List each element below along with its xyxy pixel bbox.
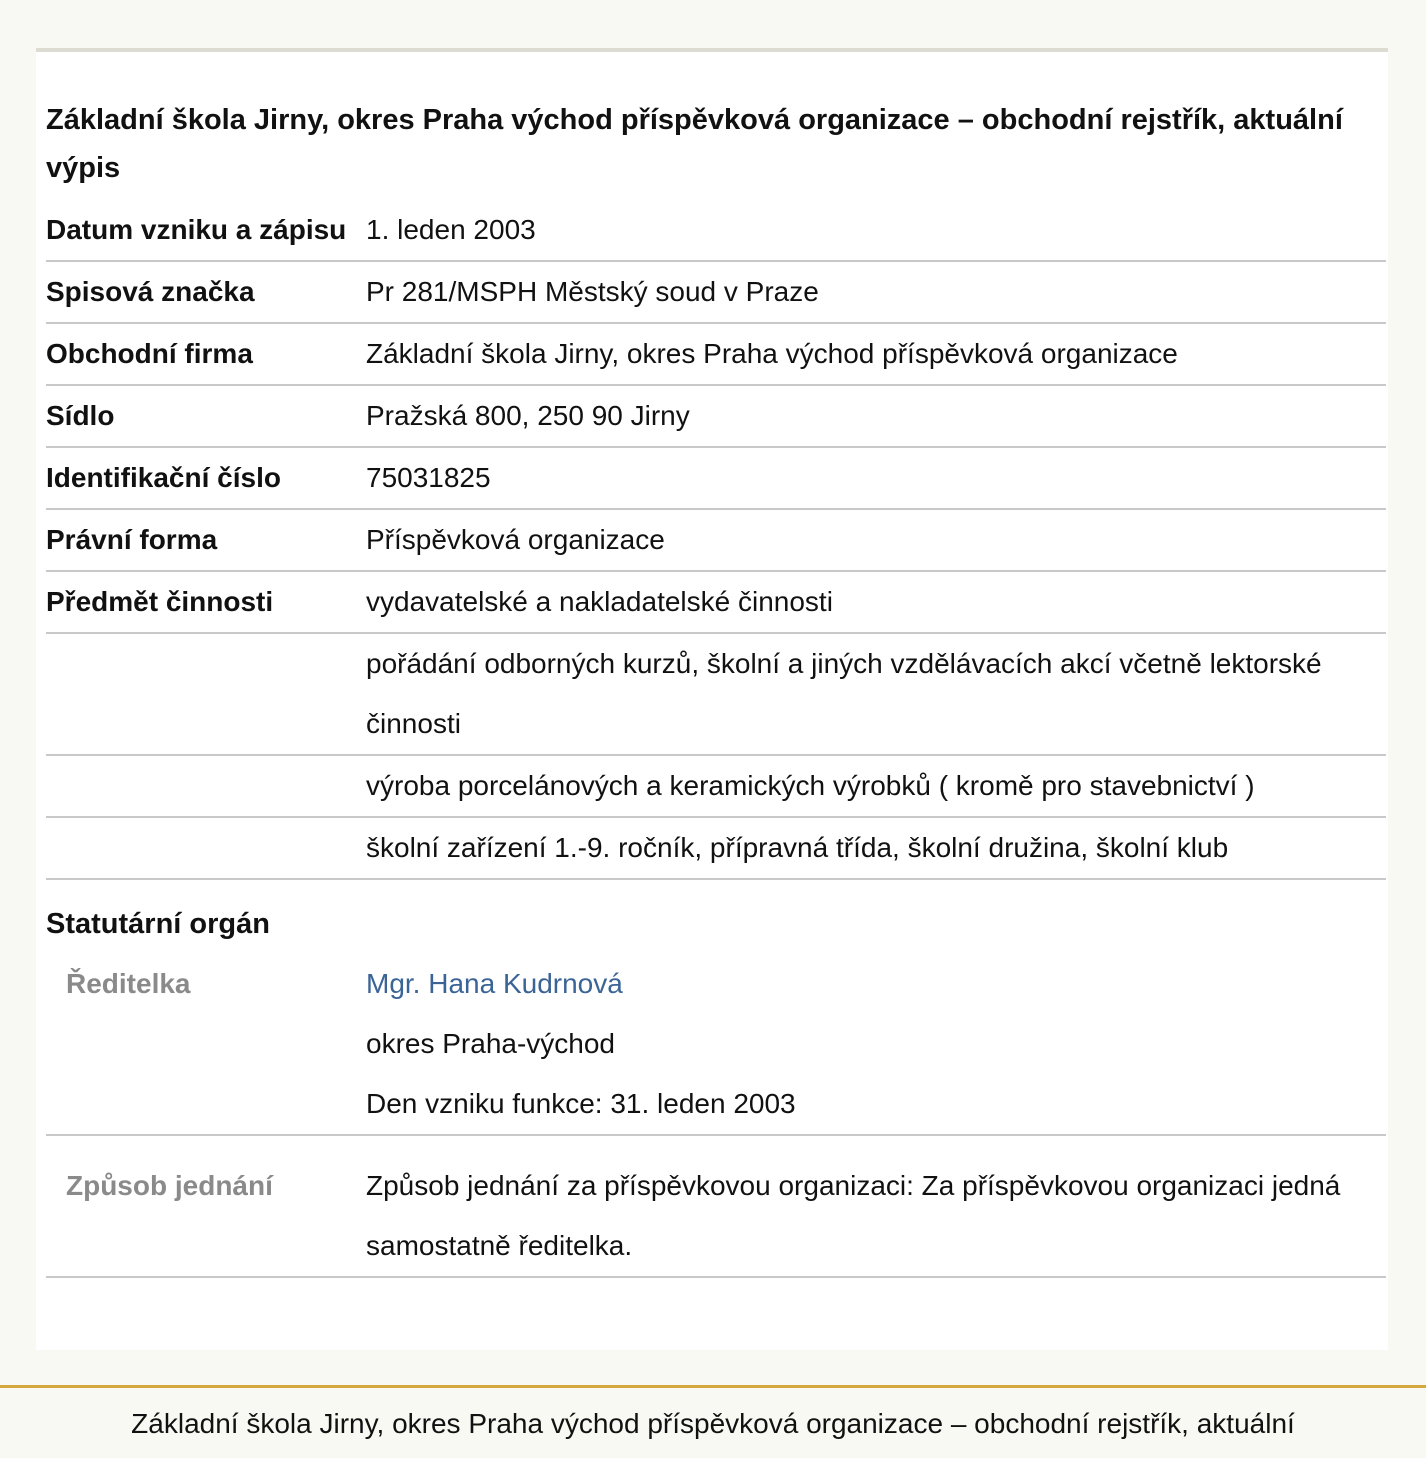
row-value: Pražská 800, 250 90 Jirny [366,385,1386,447]
director-since: Den vzniku funkce: 31. leden 2003 [366,1088,796,1119]
director-label: Ředitelka [46,954,366,1135]
director-row [46,954,1386,1135]
director-name-link[interactable]: Mgr. Hana Kudrnová [366,968,623,999]
activity-row [46,633,1386,755]
acting-text: Způsob jednání za příspěvkovou organizaci: Za příspěvkovou organizaci jedná samostatně ředitelka. [366,1135,1386,1277]
activity-item: školní zařízení 1.-9. ročník, přípravná třída, školní družina, školní klub [366,817,1386,879]
statutory-heading: Statutární orgán [46,908,270,940]
row-value: Příspěvková organizace [366,509,1386,571]
activity-item: vydavatelské a nakladatelské činnosti [366,571,1386,633]
page-title: Základní škola Jirny, okres Praha východ příspěvková organizace – obchodní rejstřík, aktuální výpis [46,104,1343,184]
table-row [46,323,1386,385]
row-label: Obchodní firma [46,323,366,385]
row-label: Datum vzniku a zápisu [46,200,366,261]
row-label: Identifikační číslo [46,447,366,509]
registry-table [46,200,1386,1278]
director-district: okres Praha-východ [366,1028,616,1059]
activity-item: pořádání odborných kurzů, školní a jiných vzdělávacích akcí včetně lektorské činnosti [366,633,1386,755]
table-row [46,509,1386,571]
table-row [46,200,1386,261]
activity-row [46,817,1386,879]
footer-text: Základní škola Jirny, okres Praha východ příspěvková organizace – obchodní rejstřík, aktuální [131,1408,1295,1439]
row-value: 1. leden 2003 [366,200,1386,261]
row-label: Spisová značka [46,261,366,323]
row-label: Sídlo [46,385,366,447]
row-value: Pr 281/MSPH Městský soud v Praze [366,261,1386,323]
row-label: Právní forma [46,509,366,571]
activity-item: výroba porcelánových a keramických výrobků ( kromě pro stavebnictví ) [366,755,1386,817]
table-row [46,261,1386,323]
activity-row [46,571,1386,633]
footer-divider [0,1385,1426,1388]
acting-label: Způsob jednání [46,1135,366,1277]
section-heading-row [46,879,1386,954]
row-value: 75031825 [366,447,1386,509]
activities-label: Předmět činnosti [46,571,366,633]
table-row [46,447,1386,509]
row-value: Základní škola Jirny, okres Praha východ příspěvková organizace [366,323,1386,385]
activity-row [46,755,1386,817]
acting-row [46,1135,1386,1277]
table-row [46,385,1386,447]
